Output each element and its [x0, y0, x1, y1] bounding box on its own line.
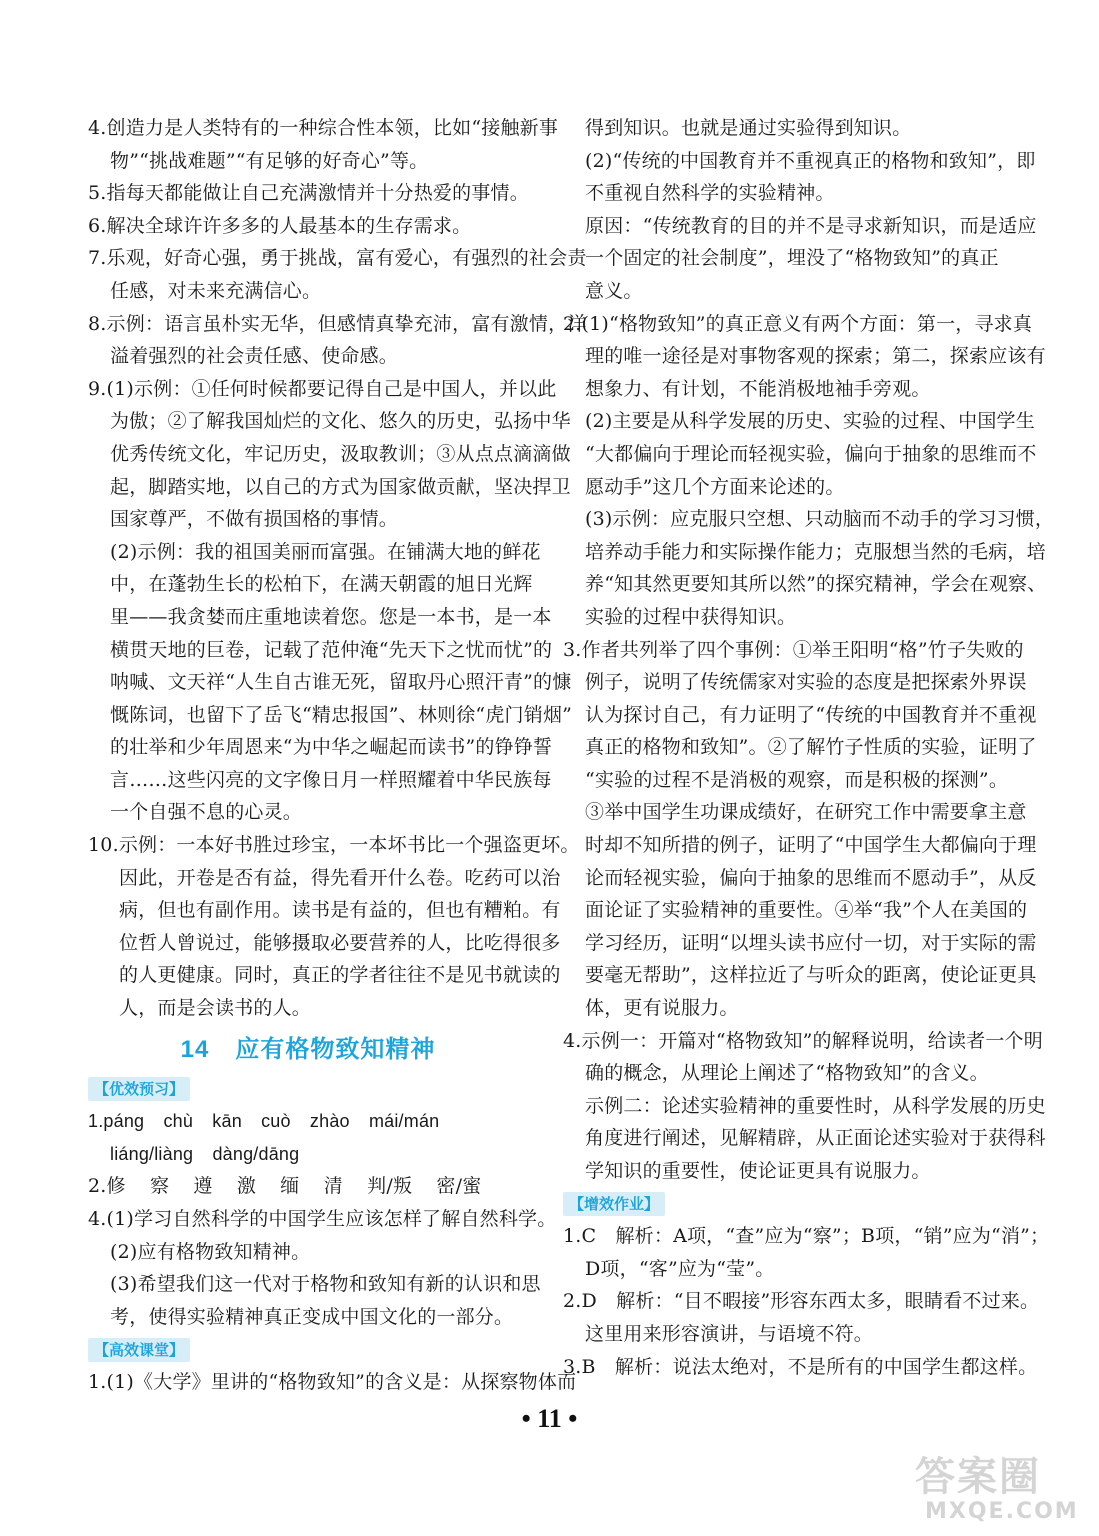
section-number: 14 [180, 1035, 210, 1063]
answer-line: 中，在蓬勃生长的松柏下，在满天朝霞的旭日光辉 [110, 573, 533, 596]
answer-line: 原因：“传统教育的目的并不是寻求新知识，而是适应 [585, 214, 1037, 237]
answer-line: “实验的过程不是消极的观察，而是积极的探测”。 [585, 768, 1009, 791]
answer-line: 起，脚踏实地，以自己的方式为国家做贡献，坚决捍卫 [110, 475, 571, 498]
answer-line: 一个固定的社会制度”，埋没了“格物致知”的真正 [585, 247, 999, 270]
answer-line: 4.创造力是人类特有的一种综合性本领，比如“接触新事 [88, 117, 559, 139]
answer-line: 培养动手能力和实际操作能力；克服想当然的毛病，培 [585, 540, 1046, 563]
answer-line: D项，“客”应为“莹”。 [585, 1257, 775, 1280]
answer-line: 例子，说明了传统儒家对实验的态度是把探索外界误 [585, 671, 1027, 694]
page-number: • 11 • [521, 1404, 578, 1433]
answer-line: (2)“传统的中国教育并不重视真正的格物和致知”，即 [585, 149, 1036, 172]
answer-line: 理的唯一途径是对事物客观的探索；第二，探索应该有 [585, 345, 1046, 368]
answer-line: 2.D 解析：“目不暇接”形容东西太多，眼睛看不过来。 [563, 1290, 1040, 1313]
answer-line: 2.修 察 遵 激 缅 清 判/叛 密/蜜 [88, 1175, 482, 1198]
answer-line: 1.páng chù kān cuò zhào mái/mán [88, 1111, 440, 1132]
section-tag-homework: 【增效作业】 [563, 1192, 665, 1216]
watermark-text: 答案圈 [915, 1454, 1041, 1500]
answer-line: 养“知其然更要知其所以然”的探究精神，学会在观察、 [585, 573, 1047, 596]
answer-line: 为傲；②了解我国灿烂的文化、悠久的历史，弘扬中华 [110, 410, 571, 433]
answer-line: 论而轻视实验，偏向于抽象的思维而不愿动手”，从反 [585, 866, 1037, 889]
answer-line: 认为探讨自己，有力证明了“传统的中国教育并不重视 [585, 703, 1037, 726]
answer-line: 3.B 解析：说法太绝对，不是所有的中国学生都这样。 [563, 1355, 1038, 1378]
answer-line: 8.示例：语言虽朴实无华，但感情真挚充沛，富有激情，洋 [88, 312, 587, 335]
watermark-logo [915, 1455, 1095, 1533]
answer-line: 言……这些闪亮的文字像日月一样照耀着中华民族每 [110, 768, 552, 791]
left-column [88, 112, 587, 1399]
answer-line: 面论证了实验精神的重要性。④举“我”个人在美国的 [585, 899, 1028, 922]
answer-line: 4.示例一：开篇对“格物致知”的解释说明，给读者一个明 [563, 1029, 1043, 1052]
watermark-url: MXQE.COM [925, 1499, 1079, 1524]
section-title: 应有格物致知精神 [235, 1034, 436, 1063]
answer-line: “大都偏向于理论而轻视实验，偏向于抽象的思维而不 [585, 442, 1037, 465]
answer-line: 人，而是会读书的人。 [119, 997, 312, 1020]
answer-line: 这里用来形容演讲，与语境不符。 [585, 1322, 874, 1345]
answer-line: ③举中国学生功课成绩好，在研究工作中需要拿主意 [585, 801, 1027, 824]
answer-line: (2)示例：我的祖国美丽而富强。在铺满大地的鲜花 [110, 540, 541, 563]
answer-line: (2)主要是从科学发展的历史、实验的过程、中国学生 [585, 410, 1035, 433]
answer-line: 确的概念，从理论上阐述了“格物致知”的含义。 [585, 1062, 989, 1085]
answer-line: 学习经历，证明“以埋头读书应付一切，对于实际的需 [585, 931, 1037, 954]
section-tag-class: 【高效课堂】 [88, 1338, 190, 1362]
answer-line: 溢着强烈的社会责任感、使命感。 [110, 345, 399, 368]
answer-line: 想象力、有计划，不能消极地袖手旁观。 [585, 377, 931, 400]
answer-line: 任感，对未来充满信心。 [110, 279, 322, 302]
answer-line: 的壮举和少年周恩来“为中华之崛起而读书”的铮铮誓 [110, 736, 553, 759]
answer-line: 位哲人曾说过，能够摄取必要营养的人，比吃得很多 [119, 931, 561, 954]
answer-line: 角度进行阐述，见解精辟，从正面论述实验对于获得科 [585, 1127, 1046, 1150]
answer-line: 一个自强不息的心灵。 [110, 801, 303, 824]
answer-line: 1.C 解析：A项，“查”应为“察”；B项，“销”应为“消”； [563, 1225, 1050, 1248]
answer-line: 国家尊严，不做有损国格的事情。 [110, 508, 399, 531]
answer-line: 不重视自然科学的实验精神。 [585, 182, 835, 205]
answer-line: 真正的格物和致知”。②了解竹子性质的实验，证明了 [585, 736, 1037, 759]
answer-line: 5.指每天都能做让自己充满激情并十分热爱的事情。 [88, 182, 529, 205]
answer-line: 意义。 [585, 279, 643, 302]
answer-line: 要毫无帮助”，这样拉近了与听众的距离，使论证更具 [585, 964, 1037, 987]
answer-line: 6.解决全球许许多多的人最基本的生存需求。 [88, 214, 472, 237]
section-tag-preview: 【优效预习】 [88, 1077, 190, 1101]
answer-line: 2.(1)“格物致知”的真正意义有两个方面：第一，寻求真 [563, 312, 1033, 335]
answer-line: 呐喊、文天祥“人生自古谁无死，留取丹心照汗青”的慷 [110, 671, 572, 694]
answer-line: 愿动手”这几个方面来论述的。 [585, 475, 845, 498]
answer-line: 物”“挑战难题”“有足够的好奇心”等。 [110, 149, 429, 172]
answer-line: 里——我贪婪而庄重地读着您。您是一本书，是一本 [110, 605, 552, 628]
answer-line: liáng/liàng dàng/dāng [110, 1143, 300, 1164]
answer-line: 慨陈词，也留下了岳飞“精忠报国”、林则徐“虎门销烟” [110, 703, 573, 726]
answer-line: 优秀传统文化，牢记历史，汲取教训；③从点点滴滴做 [110, 442, 571, 465]
answer-line: 考，使得实验精神真正变成中国文化的一部分。 [110, 1305, 514, 1328]
answer-line: 10.示例：一本好书胜过珍宝，一本坏书比一个强盗更坏。 [88, 834, 580, 857]
answer-line: 体，更有说服力。 [585, 997, 739, 1020]
answer-line: 得到知识。也就是通过实验得到知识。 [585, 117, 912, 139]
answer-line: 1.(1)《大学》里讲的“格物致知”的含义是：从探察物体而 [88, 1370, 577, 1393]
answer-line: 因此，开卷是否有益，得先看开什么卷。吃药可以治 [119, 866, 561, 889]
section-heading [88, 1025, 528, 1073]
answer-line: (3)示例：应克服只空想、只动脑而不动手的学习习惯， [585, 508, 1055, 531]
answer-line: 示例二：论述实验精神的重要性时，从科学发展的历史 [585, 1094, 1046, 1117]
answer-line: (3)希望我们这一代对于格物和致知有新的认识和思 [110, 1273, 541, 1296]
right-column [563, 112, 1055, 1383]
answer-line: 3.作者共列举了四个事例：①举王阳明“格”竹子失败的 [563, 638, 1024, 661]
answer-line: (2)应有格物致知精神。 [110, 1240, 311, 1263]
answer-line: 的人更健康。同时，真正的学者往往不是见书就读的 [119, 964, 561, 987]
answer-line: 7.乐观，好奇心强，勇于挑战，富有爱心，有强烈的社会责 [88, 247, 587, 270]
answer-line: 时却不知所措的例子，证明了“中国学生大都偏向于理 [585, 834, 1037, 857]
answer-line: 横贯天地的巨卷，记载了范仲淹“先天下之忧而忧”的 [110, 638, 553, 661]
answer-line: 实验的过程中获得知识。 [585, 605, 797, 628]
answer-line: 病，但也有副作用。读书是有益的，但也有糟粕。有 [119, 899, 561, 922]
answer-line: 4.(1)学习自然科学的中国学生应该怎样了解自然科学。 [88, 1208, 557, 1230]
answer-line: 9.(1)示例：①任何时候都要记得自己是中国人，并以此 [88, 377, 557, 400]
answer-line: 学知识的重要性，使论证更具有说服力。 [585, 1160, 931, 1182]
